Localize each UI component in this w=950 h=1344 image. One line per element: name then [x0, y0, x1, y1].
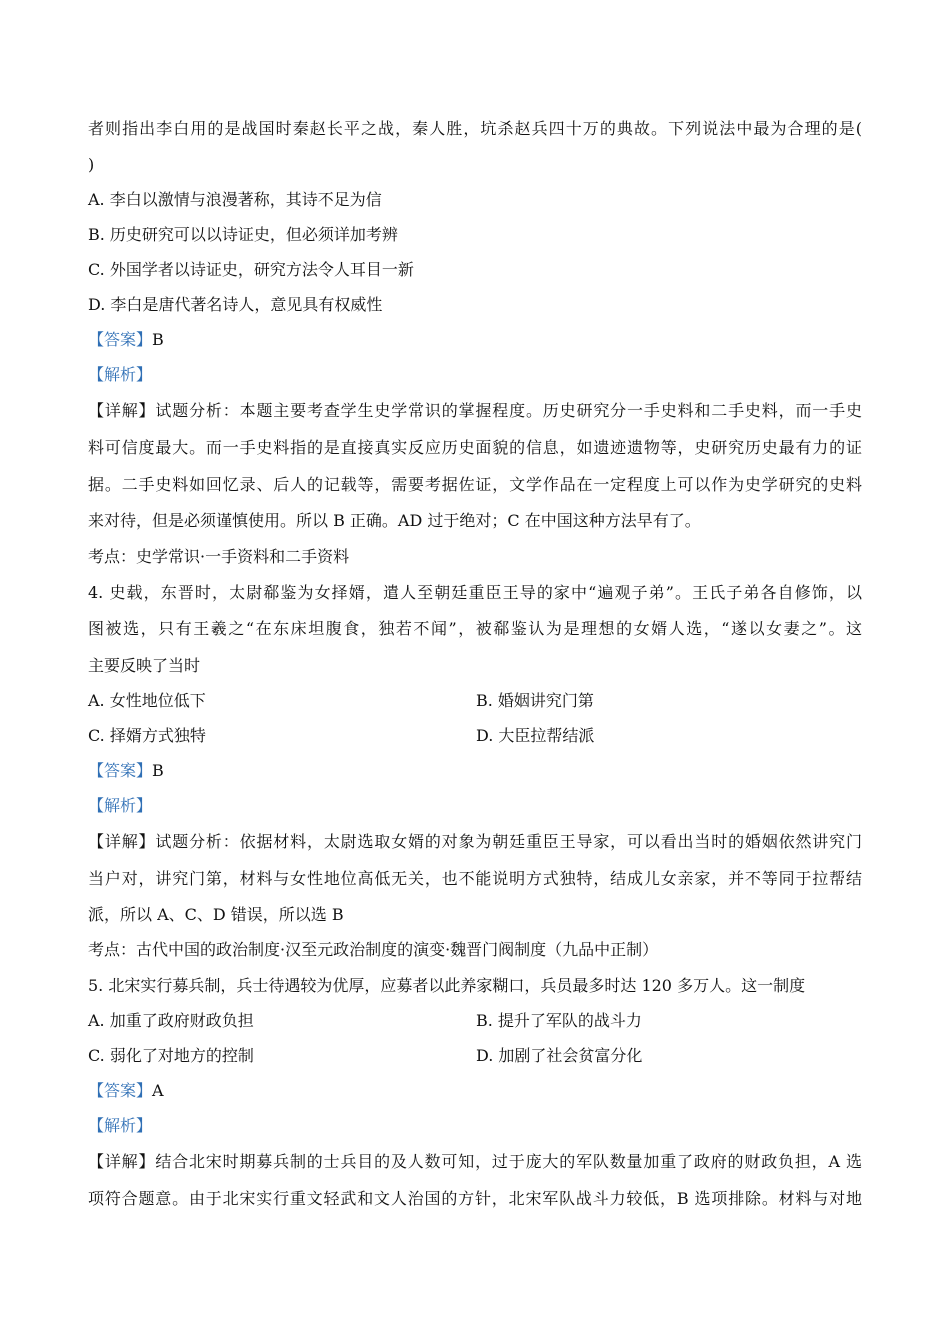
q5-option-a: A. 加重了政府财政负担 [88, 1011, 254, 1030]
q4-option-d: D. 大臣拉帮结派 [476, 726, 595, 745]
q4-kaodian: 考点：古代中国的政治制度·汉至元政治制度的演变·魏晋门阀制度（九品中正制） [88, 940, 659, 959]
q3-stem-line: 者则指出李白用的是战国时秦赵长平之战，秦人胜，坑杀赵兵四十万的典故。下列说法中最为合理的是( [88, 119, 862, 138]
q4-detail-line: 【详解】试题分析：依据材料，太尉选取女婿的对象为朝廷重臣王导家，可以看出当时的婚姻依然讲究门 [88, 832, 862, 851]
q5-detail-line: 【详解】结合北宋时期募兵制的士兵目的及人数可知，过于庞大的军队数量加重了政府的财政负担，A 选 [88, 1152, 862, 1171]
q3-kaodian: 考点：史学常识·一手资料和二手资料 [88, 547, 350, 566]
q5-analysis-label: 【解析】 [88, 1116, 153, 1135]
q4-detail-line: 派，所以 A、C、D 错误，所以选 B [88, 905, 344, 924]
q3-option-b: B. 历史研究可以以诗证史，但必须详加考辨 [88, 225, 398, 244]
q5-option-b: B. 提升了军队的战斗力 [476, 1011, 642, 1030]
answer-label: 【答案】 [88, 761, 153, 780]
q3-option-c: C. 外国学者以诗证史，研究方法令人耳目一新 [88, 260, 414, 279]
q4-stem-line: 4. 史载，东晋时，太尉郗鉴为女择婿，遣人至朝廷重臣王导的家中“遍观子弟”。王氏子弟各自修饰，以 [88, 583, 862, 602]
q5-option-c: C. 弱化了对地方的控制 [88, 1046, 254, 1065]
q4-option-b: B. 婚姻讲究门第 [476, 691, 594, 710]
q4-detail-line: 当户对，讲究门第，材料与女性地位高低无关，也不能说明方式独特，结成儿女亲家，并不等同于拉帮结 [88, 869, 862, 888]
q3-analysis-label: 【解析】 [88, 365, 153, 384]
q4-analysis-label: 【解析】 [88, 796, 153, 815]
q4-stem-line: 图被选，只有王羲之“在东床坦腹食，独若不闻”，被郗鉴认为是理想的女婿人选，“遂以女妻之”。这 [88, 619, 862, 638]
q5-answer [88, 1081, 164, 1101]
q4-option-a: A. 女性地位低下 [88, 691, 206, 710]
answer-value: B [152, 330, 164, 349]
q3-answer [88, 330, 164, 350]
q3-stem-line: ) [88, 155, 95, 174]
answer-label: 【答案】 [88, 1081, 153, 1100]
answer-value: B [152, 761, 164, 780]
q4-stem-line: 主要反映了当时 [88, 656, 201, 675]
q3-option-d: D. 李白是唐代著名诗人，意见具有权威性 [88, 295, 383, 314]
q4-option-c: C. 择婿方式独特 [88, 726, 206, 745]
q5-stem: 5. 北宋实行募兵制，兵士待遇较为优厚，应募者以此养家糊口，兵员最多时达 120 多万人。这一制度 [88, 976, 806, 995]
answer-value: A [152, 1081, 164, 1100]
q3-detail-line: 料可信度最大。而一手史料指的是直接真实反应历史面貌的信息，如遗迹遗物等，史研究历史最有力的证 [88, 438, 862, 457]
q5-option-d: D. 加剧了社会贫富分化 [476, 1046, 643, 1065]
answer-label: 【答案】 [88, 330, 153, 349]
q4-answer [88, 761, 164, 781]
q3-option-a: A. 李白以激情与浪漫著称，其诗不足为信 [88, 190, 382, 209]
q3-detail-line: 来对待，但是必须谨慎使用。所以 B 正确。AD 过于绝对；C 在中国这种方法早有了。 [88, 511, 701, 530]
q3-detail-line: 据。二手史料如回忆录、后人的记载等，需要考据佐证，文学作品在一定程度上可以作为史学研究的史料 [88, 475, 862, 494]
q3-detail-line: 【详解】试题分析：本题主要考查学生史学常识的掌握程度。历史研究分一手史料和二手史料，而一手史 [88, 401, 862, 420]
q5-detail-line: 项符合题意。由于北宋实行重文轻武和文人治国的方针，北宋军队战斗力较低，B 选项排除。材料与对地 [88, 1189, 862, 1208]
